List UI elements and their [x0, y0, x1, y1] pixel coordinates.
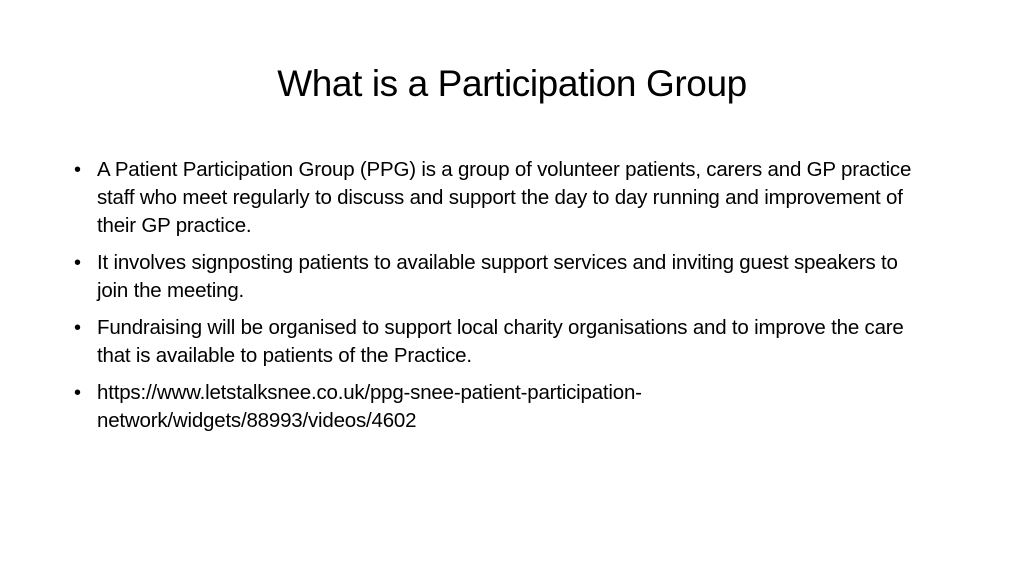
- bullet-text: A Patient Participation Group (PPG) is a group of volunteer patients, carers and GP practice staff who meet regularly to discuss and support the day to day running and improvement of their GP practice.: [97, 158, 912, 237]
- bullet-item-signposting: [70, 249, 930, 305]
- bullet-dot-icon: •: [74, 159, 81, 181]
- bullet-item-ppg-definition: [70, 156, 930, 240]
- slide-title: What is a Participation Group: [277, 63, 747, 104]
- bullet-item-fundraising: [70, 314, 930, 370]
- link-url-text: https://www.letstalksnee.co.uk/ppg-snee-patient-participation-network/widgets/88993/videos/4602: [97, 381, 642, 432]
- bullet-dot-icon: •: [74, 252, 81, 274]
- bullet-text: Fundraising will be organised to support local charity organisations and to improve the care that is available to patients of the Practice.: [97, 316, 904, 367]
- bullet-item-link: [70, 379, 930, 435]
- bullet-text: It involves signposting patients to available support services and inviting guest speakers to join the meeting.: [97, 251, 898, 302]
- bullet-dot-icon: •: [74, 382, 81, 404]
- bullet-list: [70, 156, 930, 444]
- bullet-dot-icon: •: [74, 317, 81, 339]
